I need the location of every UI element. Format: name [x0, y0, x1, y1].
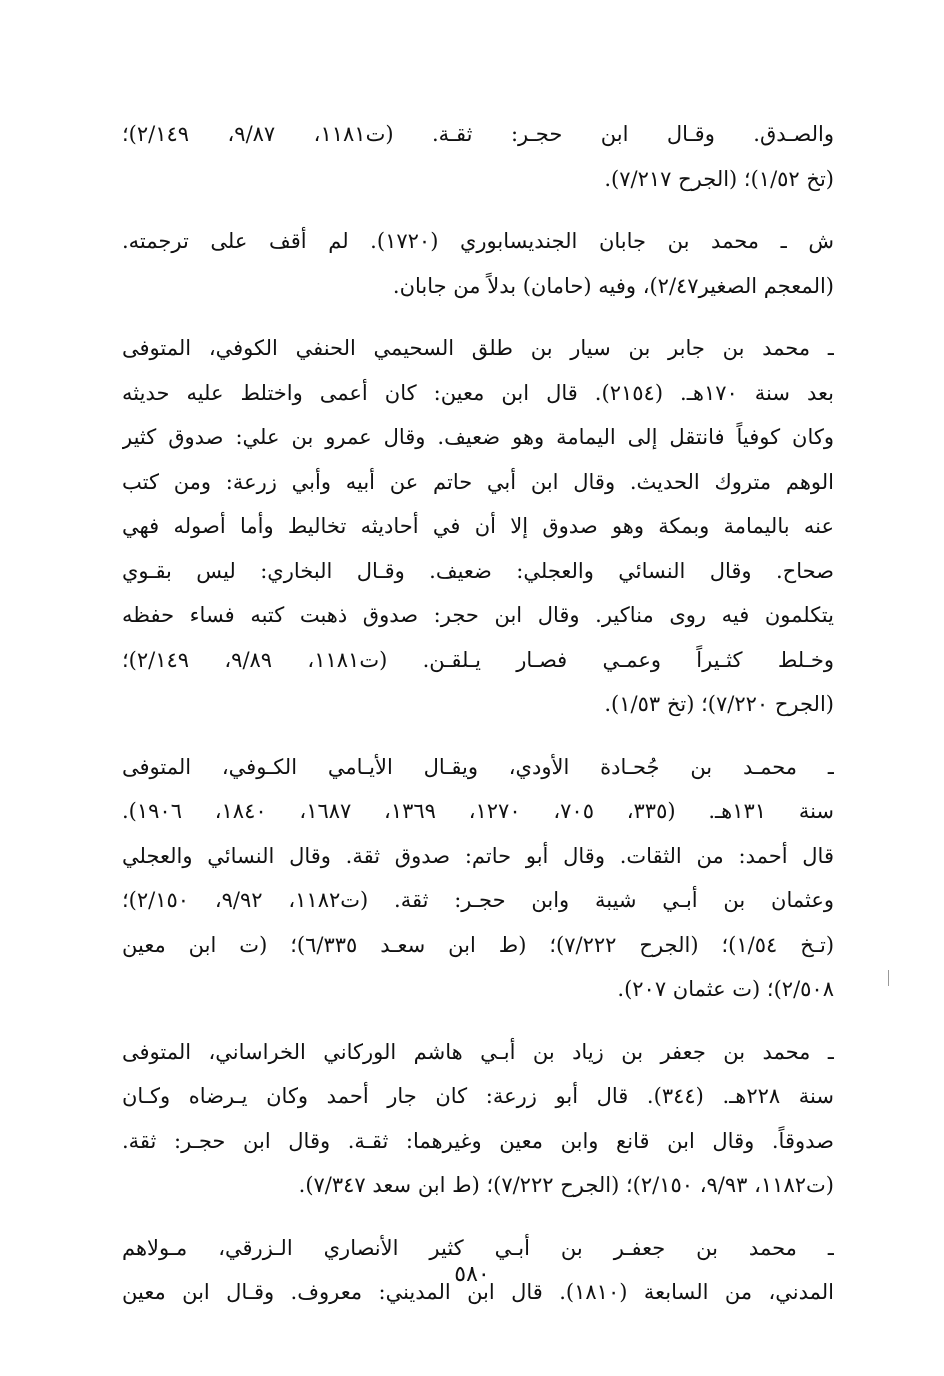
text-line: ـ محمد بن جعفر بن زياد بن أبـي هاشم الوركاني الخراساني، المتوفى	[122, 1039, 834, 1064]
text-line: يتكلمون فيه روى مناكير. وقال ابن حجر: صدوق ذهبت كتبه فساء حفظه	[122, 603, 834, 627]
text-line: الوهم متروك الحديث. وقال ابن أبي حاتم عن أبيه وأبي زرعة: ومن كتب	[122, 469, 834, 494]
text-line: بعد سنة ١٧٠هـ. (٢١٥٤). قال ابن معين: كان أعمى واختلط عليه حديثه	[122, 380, 834, 405]
text-line: (تخ ١/٥٢)؛ (الجرح ٧/٢١٧).	[604, 166, 834, 191]
text-line: (المعجم الصغير٢/٤٧)، وفيه (حامان) بدلاً من جابان.	[392, 273, 834, 298]
page-text-body	[122, 112, 834, 1333]
text-line: ـ محمد بن جابر بن سيار بن طلق السحيمي الحنفي الكوفي، المتوفى	[122, 336, 834, 360]
text-line: (الجرح ٧/٢٢٠)؛ (تخ ١/٥٣).	[604, 692, 834, 716]
text-line: وكان كوفياً فانتقل إلى اليمامة وهو ضعيف. وقال عمرو بن علي: صدوق كثير	[122, 425, 834, 449]
entry-muhammad-ibn-jaban	[122, 219, 834, 308]
text-line: المدني، من السابعة (١٨١٠). قال ابن المديني: معروف. وقـال ابن معين	[122, 1280, 834, 1304]
text-line: وخـلط كثـيراً وعمـي فصـار يـلقـن. (ت١١٨١، ٩/٨٩، ٢/١٤٩)؛	[122, 647, 834, 672]
text-line: عنه باليمامة وبمكة وهو صدوق إلا أن في أحاديثه تخاليط وأما أصوله فهي	[122, 514, 834, 538]
text-line: صحاح. وقال النسائي والعجلي: ضعيف. وقـال البخاري: ليس بقـوي	[122, 558, 834, 583]
text-line: ـ محمد بن جعفـر بن أبـي كثير الأنصاري الـزرقي، مـولاهم	[122, 1235, 834, 1260]
margin-mark	[888, 970, 889, 986]
entry-muhammad-ibn-jafar-al-warkani	[122, 1030, 834, 1208]
text-line: (ت١١٨٢، ٩/٩٣، ٢/١٥٠)؛ (الجرح ٧/٢٢٢)؛ (ط ابن سعد ٧/٣٤٧).	[298, 1173, 834, 1197]
text-line: صدوقاً. وقال ابن قانع وابن معين وغيرهما: ثقـة. وقال ابن حجـر: ثقة.	[122, 1128, 834, 1153]
text-line: ٢/٥٠٨)؛ (ت عثمان ٢٠٧).	[617, 977, 834, 1001]
text-line: سنة ١٣١هـ. (٣٣٥، ٧٠٥، ١٢٧٠، ١٣٦٩، ١٦٨٧، ١٨٤٠، ١٩٠٦).	[122, 799, 834, 823]
text-line: وعثمان بن أبـي شيبة وابن حجـر: ثقة. (ت١١٨٢، ٩/٩٢، ٢/١٥٠)؛	[122, 888, 834, 912]
entry-continuation	[122, 112, 834, 201]
page-number: ٥٨٠	[454, 1262, 490, 1287]
entry-muhammad-ibn-jabir	[122, 326, 834, 727]
entry-muhammad-ibn-juhada	[122, 745, 834, 1012]
text-line: (تـخ ١/٥٤)؛ (الجرح ٧/٢٢٢)؛ (ط ابن سعـد ٦/٣٣٥)؛ (ت ابن معين	[122, 932, 834, 957]
text-line: قال أحمد: من الثقات. وقال أبو حاتم: صدوق ثقة. وقال النسائي والعجلي	[122, 843, 834, 868]
text-line: والصـدق. وقـال ابن حجـر: ثقـة. (ت١١٨١، ٩/٨٧، ٢/١٤٩)؛	[122, 122, 834, 146]
text-line: ش ـ محمد بن جابان الجنديسابوري (١٧٢٠). لم أقف على ترجمته.	[122, 229, 834, 253]
text-line: سنة ٢٢٨هـ. (٣٤٤). قال أبو زرعة: كان جار أحمد وكان يـرضاه وكـان	[122, 1084, 834, 1108]
text-line: ـ محمـد بن جُحـادة الأودي، ويقـال الأيـامي الكـوفي، المتوفى	[122, 754, 834, 779]
